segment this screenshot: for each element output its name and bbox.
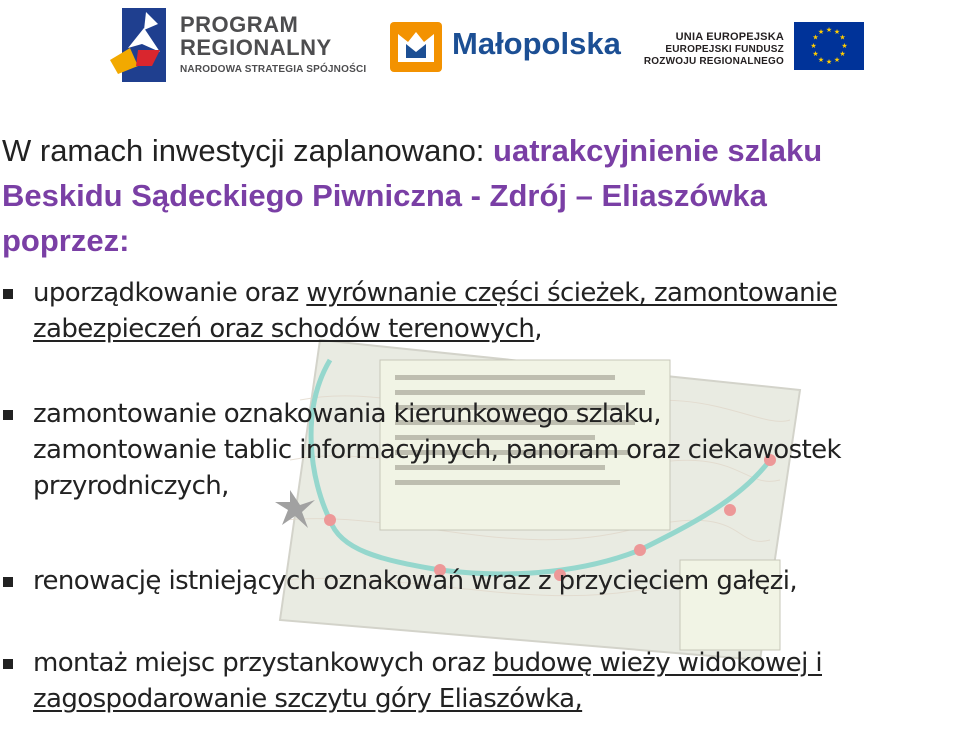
bullet-square-icon (3, 289, 13, 299)
bullet-item-2 (33, 396, 841, 504)
program-logo-line2: REGIONALNY (180, 35, 332, 60)
svg-text:★: ★ (812, 50, 819, 58)
bullet-1-underlined-1: wyrównanie części ścieżek, zamontowanie (306, 278, 838, 308)
bullet-1-plain: uporządkowanie oraz (33, 278, 307, 308)
svg-text:★: ★ (839, 33, 846, 42)
svg-text:★: ★ (825, 26, 833, 34)
svg-text:★: ★ (817, 56, 825, 64)
bullet-2-line-2: zamontowanie tablic informacyjnych, panoram oraz ciekawostek (33, 435, 842, 465)
svg-text:★: ★ (833, 56, 841, 64)
intro-paragraph (2, 128, 959, 263)
bullet-4-underlined-2: zagospodarowanie szczytu góry Eliaszówka, (33, 684, 583, 714)
svg-text:★: ★ (810, 42, 817, 50)
bullet-4-plain: montaż miejsc przystankowych oraz (33, 648, 493, 678)
intro-highlight-1: uatrakcyjnienie szlaku (493, 133, 823, 168)
svg-text:★: ★ (812, 33, 819, 42)
malopolska-crest-icon (390, 22, 442, 72)
bullet-item-4 (33, 645, 822, 717)
bullet-2-line-3: przyrodniczych, (33, 471, 229, 501)
intro-highlight-2: Beskidu Sądeckiego Piwniczna - Zdrój – Eliaszówka (2, 178, 767, 213)
svg-text:★: ★ (839, 50, 846, 58)
eu-flag-icon (794, 22, 864, 70)
bullet-2-line-1: zamontowanie oznakowania kierunkowego szlaku, (33, 399, 661, 429)
intro-highlight-3: poprzez: (2, 223, 130, 258)
bullet-1-tail: , (534, 314, 542, 344)
bullet-square-icon (3, 577, 13, 587)
eu-logo-line3: ROZWOJU REGIONALNEGO (643, 56, 784, 67)
svg-text:★: ★ (841, 42, 848, 50)
program-logo-line1: PROGRAM (180, 12, 299, 37)
bullet-square-icon (3, 410, 13, 420)
bullet-1-underlined-2: zabezpieczeń oraz schodów terenowych (33, 314, 535, 344)
eu-logo-line2: EUROPEJSKI FUNDUSZ (665, 44, 784, 55)
bullet-4-underlined-1: budowę wieży widokowej i (492, 648, 822, 678)
bullet-item-3 (33, 563, 797, 599)
program-logo-line3: NARODOWA STRATEGIA SPÓJNOŚCI (180, 64, 367, 75)
content-area (0, 128, 959, 263)
svg-text:★: ★ (833, 28, 841, 36)
svg-text:★: ★ (825, 58, 833, 66)
eu-logo-line1: UNIA EUROPEJSKA (675, 31, 784, 43)
svg-text:★: ★ (817, 28, 825, 36)
program-regionalny-logo-icon (108, 4, 168, 84)
malopolska-logo-text: Małopolska (452, 26, 621, 61)
bullet-item-1 (33, 275, 837, 347)
bullet-square-icon (3, 659, 13, 669)
bullet-3-line-1: renowację istniejących oznakowań wraz z przycięciem gałęzi, (33, 566, 798, 596)
intro-prefix: W ramach inwestycji zaplanowano: (2, 133, 494, 168)
